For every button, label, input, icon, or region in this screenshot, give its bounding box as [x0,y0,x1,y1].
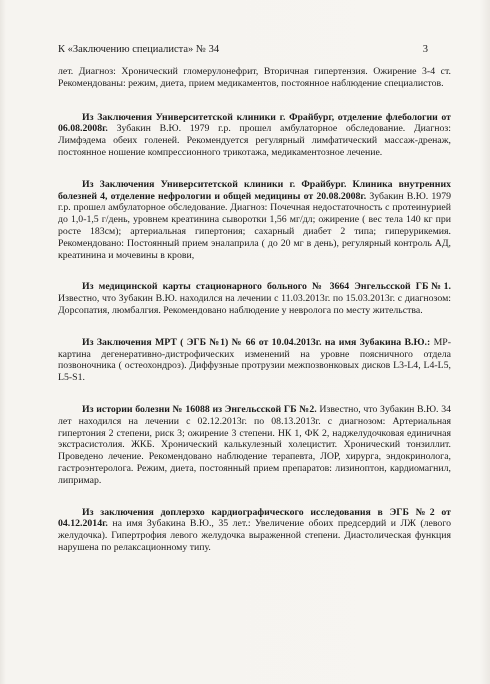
paragraph-lead: Из Заключения Университетской клиники г. Фрайбург. Клиника внутренних болезней 4, отделение нефрологии и общей медицины от 20.08.2008г. [58,178,451,202]
page-number: 3 [422,44,428,55]
paragraph-lead: Из заключения доплерэхо кардиографического исследования в ЭГБ №2 от 04.12.2014г. [58,506,451,530]
paragraph-continuation: лет. Диагноз: Хронический гломерулонефрит, Вторичная гипертензия. Ожирение 3-4 ст. Рекомендованы: режим, диета, прием медикаментов, постоянное наблюдение специалистов. [58,66,451,89]
paragraph-lead: Из Заключения МРТ ( ЭГБ №1) № 66 от 10.04.2013г. на имя Зубакина В.Ю.: [82,336,431,348]
paragraph-freiburg-phlebology [58,112,451,159]
paragraph-text: Зубакин В.Ю. 1979 г.р. прошел амбулаторное обследование. Диагноз: Почечная недостаточность с протеинурией до 1,0-1,5 г/день, уровнем креатинина сыворотки 1,56 мг/дл; ожирение ( вес тела 140 кг при росте 183см); артериальная гипертония; сахарный диабет 2 типа; гиперурикемия. Рекомендовано: Постоянный прием эналаприла ( до 20 мг в день), регулярный контроль АД, креатинина и мочевины в крови, [58,190,451,261]
paragraph-text: Известно, что Зубакин В.Ю. находился на лечении с 11.03.2013г. по 15.03.2013г. с диагнозом: Дорсопатия, люмбалгия. Рекомендовано наблюдение у невролога по месту жительства. [58,293,451,316]
paragraph-lead: Из Заключения Университетской клиники г. Фрайбург, отделение флебологии от 06.08.2008г. [58,111,451,135]
document-body [58,66,451,566]
page-header [58,44,428,58]
paragraph-engels-gb2-history [58,404,451,487]
paragraph-lead: Из медицинской карты стационарного больного № 3664 Энгельсской ГБ№1. [82,281,451,293]
paragraph-lead: Из истории болезни № 16088 из Энгельсской ГБ №2. [82,403,317,415]
paragraph-mri [58,337,451,384]
header-title: К «Заключению специалиста» № 34 [58,44,220,55]
paragraph-text: Известно, что Зубакин В.Ю. 34 лет находился на лечении с 02.12.2013г. по 08.13.2013г. с диагнозом: Артериальная гипертония 2 степени, риск 3; ожирение 3 степени. НК 1, ФК 2, наджелудочковая единичная экстрасистолия. ЖКБ. Хронический калькулезный холецистит. Хронический тонзиллит. Проведено лечение. Рекомендовано наблюдение терапевта, ЛОР, хирурга, эндокринолога, гастроэнтеролога. Режим, диета, постоянный прием препаратов: лизиноптон, кардиомагнил, липримар. [58,403,451,486]
paragraph-freiburg-nephrology [58,179,451,262]
paragraph-text: МР- картина дегенеративно-дистрофических изменений на уровне поясничного отдела позвоночника ( остеохондроз). Диффузные протрузии межпозвонковых дисков L3-L4, L4-L5, L5-S1. [58,336,451,384]
paragraph-engels-gb1-card [58,281,451,316]
paragraph-text: на имя Зубакина В.Ю., 35 лет.: Увеличение обоих предсердий и ЛЖ (левого желудочка). Гипертрофия левого желудочка выраженной степени. Диастолическая функция нарушена по релаксационному типу. [58,518,451,553]
paragraph-echo-cardiography [58,507,451,554]
paragraph-text: Зубакин В.Ю. 1979 г.р. прошел амбулаторное обследование. Диагноз: Лимфэдема обеих голеней. Рекомендуется регулярный лимфатический массаж-дренаж, постоянное ношение компрессионного трикотажа, медикаментозное лечение. [58,123,451,158]
